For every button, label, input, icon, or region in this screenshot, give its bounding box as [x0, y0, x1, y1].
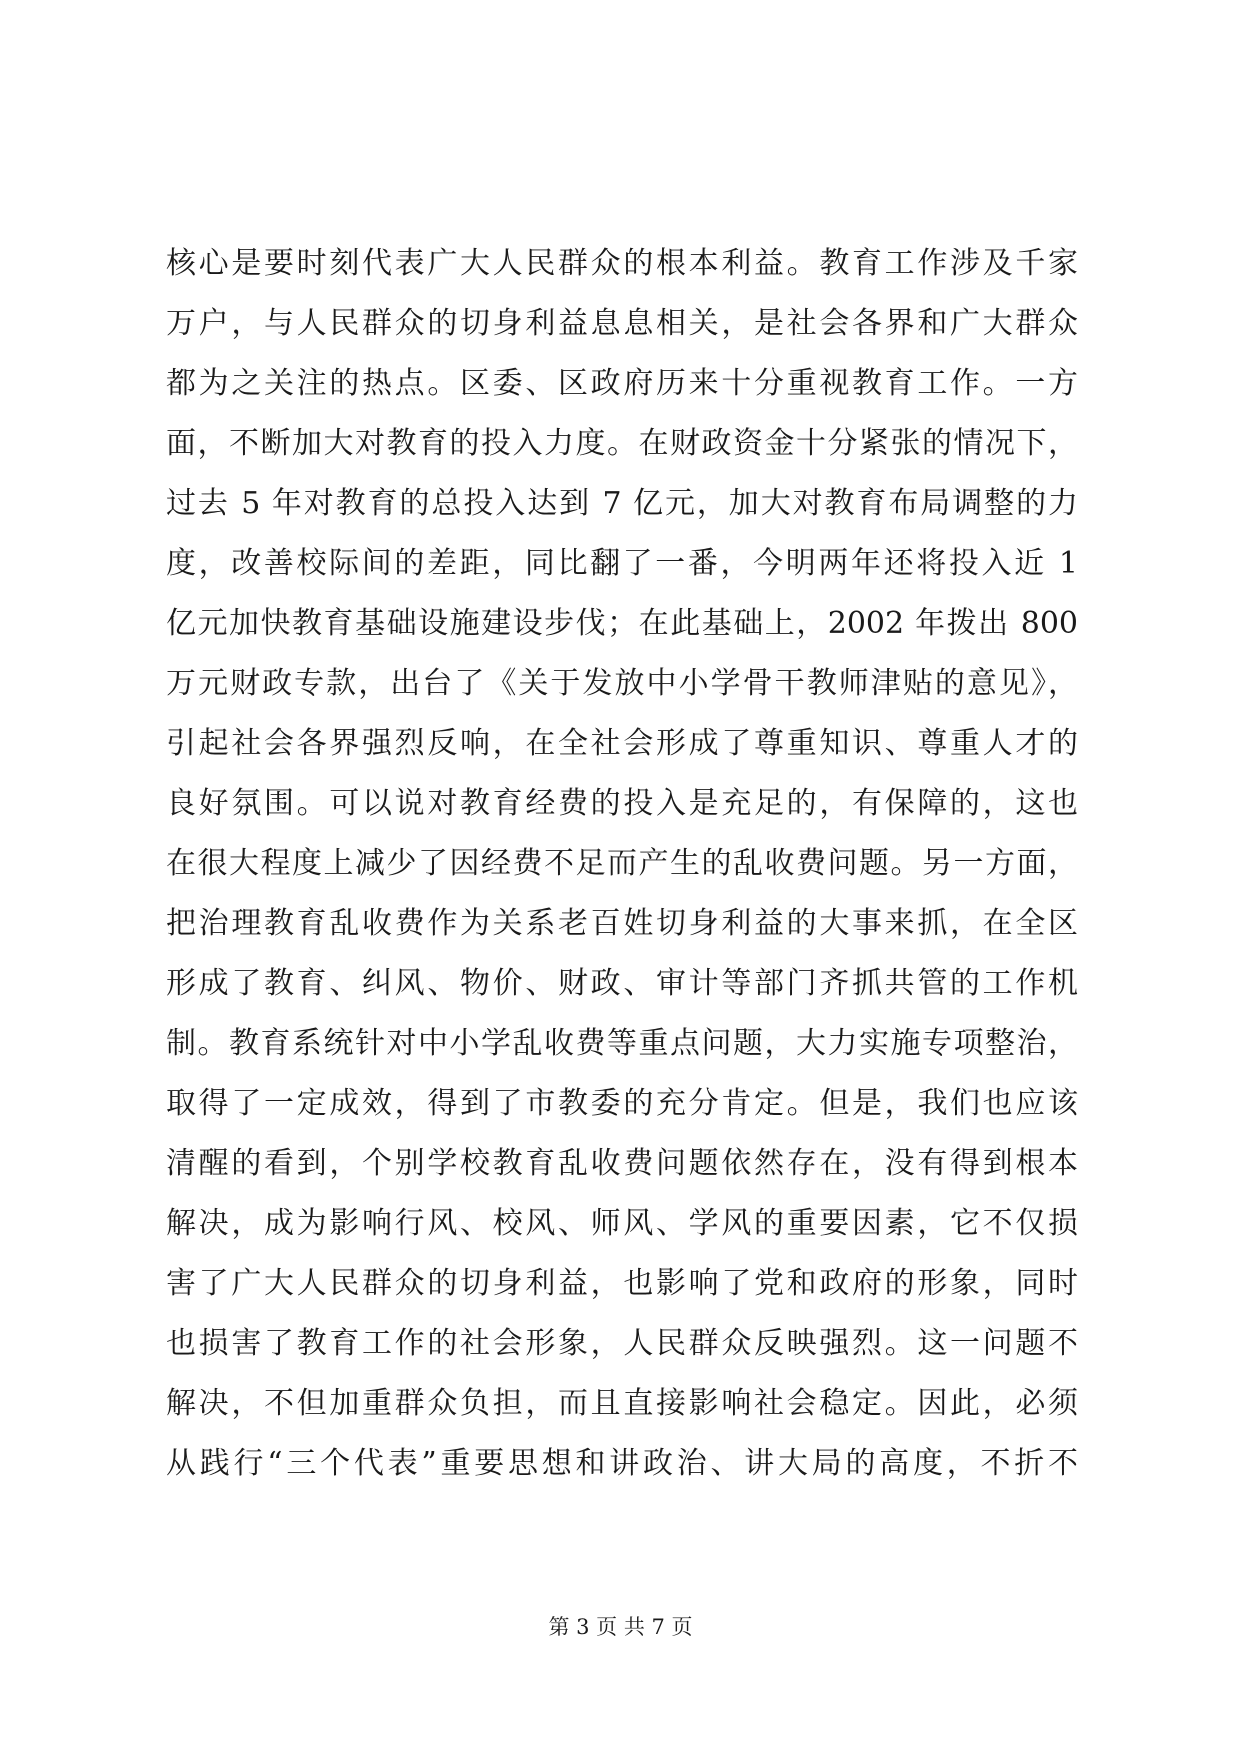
text-line: 形成了教育、纠风、物价、财政、审计等部门齐抓共管的工作机: [166, 966, 1078, 1001]
text-line: 都为之关注的热点。区委、区政府历来十分重视教育工作。一方: [166, 366, 1078, 401]
text-line: 解决，成为影响行风、校风、师风、学风的重要因素，它不仅损: [166, 1206, 1078, 1241]
text-line: 过去 5 年对教育的总投入达到 7 亿元，加大对教育布局调整的力: [166, 486, 1078, 521]
text-line: 取得了一定成效，得到了市教委的充分肯定。但是，我们也应该: [166, 1086, 1078, 1121]
text-line: 万户，与人民群众的切身利益息息相关，是社会各界和广大群众: [166, 306, 1078, 341]
text-line: 清醒的看到，个别学校教育乱收费问题依然存在，没有得到根本: [166, 1146, 1078, 1181]
text-line: 从践行“三个代表”重要思想和讲政治、讲大局的高度，不折不: [166, 1446, 1078, 1481]
text-line: 引起社会各界强烈反响，在全社会形成了尊重知识、尊重人才的: [166, 726, 1078, 761]
page-number-footer: 第 3 页 共 7 页: [548, 1615, 693, 1639]
text-line: 也损害了教育工作的社会形象，人民群众反映强烈。这一问题不: [166, 1326, 1078, 1361]
text-line: 把治理教育乱收费作为关系老百姓切身利益的大事来抓，在全区: [166, 906, 1078, 941]
text-line: 万元财政专款，出台了《关于发放中小学骨干教师津贴的意见》，: [166, 666, 1078, 701]
text-line: 制。教育系统针对中小学乱收费等重点问题，大力实施专项整治，: [166, 1026, 1078, 1061]
text-line: 核心是要时刻代表广大人民群众的根本利益。教育工作涉及千家: [166, 246, 1078, 281]
text-line: 在很大程度上减少了因经费不足而产生的乱收费问题。另一方面，: [166, 846, 1078, 881]
text-line: 良好氛围。可以说对教育经费的投入是充足的，有保障的，这也: [166, 786, 1078, 821]
text-line: 解决，不但加重群众负担，而且直接影响社会稳定。因此，必须: [166, 1386, 1078, 1421]
text-line: 亿元加快教育基础设施建设步伐；在此基础上，2002 年拨出 800: [166, 606, 1078, 641]
body-text: [166, 234, 1078, 1494]
text-line: 度，改善校际间的差距，同比翻了一番，今明两年还将投入近 1: [166, 546, 1078, 581]
text-line: 害了广大人民群众的切身利益，也影响了党和政府的形象，同时: [166, 1266, 1078, 1301]
text-line: 面，不断加大对教育的投入力度。在财政资金十分紧张的情况下，: [166, 426, 1078, 461]
